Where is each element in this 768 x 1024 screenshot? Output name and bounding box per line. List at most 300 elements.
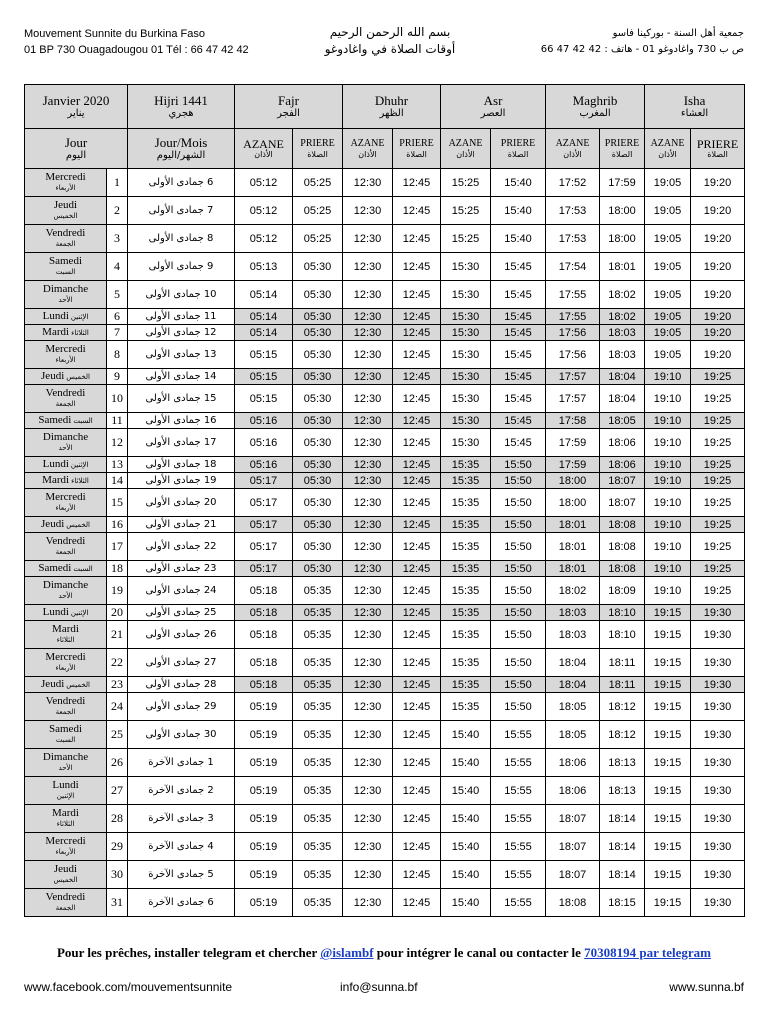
time-cell: 05:30: [293, 413, 343, 429]
hijri-date: 23 جمادى الأولى: [128, 561, 235, 577]
time-cell: 12:45: [393, 489, 441, 517]
subheader-azane: [546, 129, 600, 169]
time-cell: 15:55: [491, 889, 546, 917]
day-name-ar: الأربعاء: [55, 847, 76, 856]
time-cell: 17:56: [546, 325, 600, 341]
day-name-fr: Dimanche: [42, 282, 89, 295]
time-cell: 17:55: [546, 309, 600, 325]
hijri-date: 13 جمادى الأولى: [128, 341, 235, 369]
time-cell: 19:25: [691, 385, 745, 413]
day-cell: [25, 281, 107, 309]
time-cell: 19:25: [691, 413, 745, 429]
month-header: [25, 85, 128, 129]
time-cell: 19:15: [645, 833, 691, 861]
time-cell: 19:05: [645, 341, 691, 369]
time-cell: 15:45: [491, 253, 546, 281]
time-cell: 05:30: [293, 473, 343, 489]
day-number: 16: [107, 517, 128, 533]
time-cell: 18:04: [600, 369, 645, 385]
day-number: 7: [107, 325, 128, 341]
hijri-date: 5 جمادى الآخرة: [128, 861, 235, 889]
time-cell: 18:01: [546, 561, 600, 577]
time-cell: 05:19: [235, 861, 293, 889]
day-number: 31: [107, 889, 128, 917]
prayer-name-fr: Maghrib: [572, 92, 618, 108]
time-cell: 15:45: [491, 385, 546, 413]
time-cell: 17:53: [546, 197, 600, 225]
day-name-fr: Mercredi: [45, 834, 86, 847]
time-cell: 12:30: [343, 473, 393, 489]
time-cell: 18:08: [600, 517, 645, 533]
time-cell: 19:05: [645, 309, 691, 325]
time-cell: 12:45: [393, 325, 441, 341]
time-cell: 18:00: [600, 197, 645, 225]
time-cell: 15:35: [441, 677, 491, 693]
time-cell: 19:05: [645, 253, 691, 281]
basmala: بسم الله الرحمن الرحيم: [329, 25, 451, 39]
time-cell: 19:25: [691, 473, 745, 489]
email-address[interactable]: info@sunna.bf: [340, 980, 418, 994]
time-cell: 15:40: [441, 833, 491, 861]
time-cell: 15:50: [491, 473, 546, 489]
subheader-fr: PRIERE: [500, 137, 536, 149]
day-name-fr: Jeudi: [41, 369, 65, 382]
time-cell: 05:25: [293, 169, 343, 197]
time-cell: 15:40: [491, 169, 546, 197]
time-cell: 12:30: [343, 489, 393, 517]
day-name-fr: Samedi: [38, 413, 72, 426]
time-cell: 05:14: [235, 281, 293, 309]
day-cell: [25, 805, 107, 833]
subheader-azane: [343, 129, 393, 169]
time-cell: 05:30: [293, 253, 343, 281]
day-cell: [25, 649, 107, 677]
time-cell: 05:18: [235, 677, 293, 693]
time-cell: 05:35: [293, 805, 343, 833]
time-cell: 12:30: [343, 197, 393, 225]
time-cell: 15:30: [441, 429, 491, 457]
daymonth-column-header: [128, 129, 235, 169]
day-number: 27: [107, 777, 128, 805]
day-name-fr: Jeudi: [41, 677, 65, 690]
time-cell: 18:04: [546, 677, 600, 693]
time-cell: 19:15: [645, 777, 691, 805]
time-cell: 19:25: [691, 369, 745, 385]
time-cell: 19:30: [691, 605, 745, 621]
hijri-date: 1 جمادى الآخرة: [128, 749, 235, 777]
table-row: [25, 721, 745, 749]
time-cell: 12:30: [343, 533, 393, 561]
day-name-fr: Jeudi: [53, 862, 78, 875]
day-name-ar: الجمعة: [55, 903, 76, 912]
time-cell: 17:59: [546, 457, 600, 473]
time-cell: 12:30: [343, 749, 393, 777]
prayer-name-ar: الظهر: [379, 107, 404, 119]
time-cell: 15:35: [441, 517, 491, 533]
time-cell: 15:40: [441, 749, 491, 777]
table-row: [25, 533, 745, 561]
time-cell: 12:30: [343, 385, 393, 413]
time-cell: 12:30: [343, 561, 393, 577]
day-name-ar: الإثنين: [70, 460, 89, 469]
time-cell: 05:35: [293, 605, 343, 621]
time-cell: 19:10: [645, 429, 691, 457]
time-cell: 19:30: [691, 861, 745, 889]
subheader-fr: AZANE: [555, 137, 590, 149]
time-cell: 18:14: [600, 805, 645, 833]
time-cell: 15:35: [441, 693, 491, 721]
prayer-header-dhuhr: [343, 85, 441, 129]
day-cell: [25, 473, 107, 489]
time-cell: 05:19: [235, 721, 293, 749]
time-cell: 12:45: [393, 677, 441, 693]
subheader-azane: [441, 129, 491, 169]
time-cell: 05:35: [293, 749, 343, 777]
day-name-ar: الثلاثاء: [56, 635, 75, 644]
time-cell: 17:54: [546, 253, 600, 281]
day-number: 19: [107, 577, 128, 605]
hijri-date: 4 جمادى الآخرة: [128, 833, 235, 861]
day-cell: [25, 225, 107, 253]
subheader-ar: الأذان: [254, 149, 273, 159]
time-cell: 15:35: [441, 621, 491, 649]
time-cell: 15:30: [441, 413, 491, 429]
telegram-note: [24, 945, 744, 961]
time-cell: 05:14: [235, 325, 293, 341]
time-cell: 05:35: [293, 577, 343, 605]
day-number: 15: [107, 489, 128, 517]
day-number: 8: [107, 341, 128, 369]
time-cell: 12:45: [393, 197, 441, 225]
day-number: 17: [107, 533, 128, 561]
subheader-fr: AZANE: [448, 137, 483, 149]
day-number: 3: [107, 225, 128, 253]
day-cell: [25, 309, 107, 325]
time-cell: 19:10: [645, 473, 691, 489]
day-number: 22: [107, 649, 128, 677]
time-cell: 12:30: [343, 369, 393, 385]
time-cell: 05:30: [293, 457, 343, 473]
hijri-ar: هجري: [168, 107, 194, 119]
note-pre: Pour les prêches, installer telegram et chercher: [56, 945, 318, 960]
prayer-header-maghrib: [546, 85, 645, 129]
time-cell: 18:02: [600, 309, 645, 325]
day-cell: [25, 833, 107, 861]
time-cell: 18:04: [546, 649, 600, 677]
hijri-fr: Hijri 1441: [154, 92, 208, 108]
time-cell: 05:35: [293, 677, 343, 693]
month-fr: Janvier 2020: [42, 92, 110, 108]
time-cell: 12:45: [393, 649, 441, 677]
time-cell: 05:25: [293, 225, 343, 253]
time-cell: 05:15: [235, 341, 293, 369]
time-cell: 18:14: [600, 833, 645, 861]
day-name-fr: Lundi: [42, 457, 69, 470]
time-cell: 15:30: [441, 309, 491, 325]
table-row: [25, 169, 745, 197]
time-cell: 18:15: [600, 889, 645, 917]
time-cell: 19:15: [645, 861, 691, 889]
day-name-ar: الثلاثاء: [56, 819, 75, 828]
day-cell: [25, 341, 107, 369]
time-cell: 15:35: [441, 561, 491, 577]
time-cell: 12:45: [393, 309, 441, 325]
address-fr: 01 BP 730 Ouagadougou 01 Tél : 66 47 42 42: [24, 44, 249, 56]
time-cell: 15:40: [441, 805, 491, 833]
website-url[interactable]: www.sunna.bf: [669, 980, 744, 994]
table-row: [25, 677, 745, 693]
day-number: 6: [107, 309, 128, 325]
time-cell: 12:30: [343, 413, 393, 429]
hijri-date: 20 جمادى الأولى: [128, 489, 235, 517]
time-cell: 15:50: [491, 561, 546, 577]
day-number: 1: [107, 169, 128, 197]
time-cell: 19:25: [691, 429, 745, 457]
time-cell: 12:30: [343, 169, 393, 197]
time-cell: 15:40: [441, 777, 491, 805]
day-cell: [25, 577, 107, 605]
time-cell: 15:35: [441, 457, 491, 473]
time-cell: 05:18: [235, 605, 293, 621]
time-cell: 18:14: [600, 861, 645, 889]
month-ar: يناير: [67, 107, 85, 119]
table-row: [25, 225, 745, 253]
time-cell: 12:30: [343, 861, 393, 889]
table-row: [25, 429, 745, 457]
time-cell: 15:35: [441, 577, 491, 605]
hijri-date: 21 جمادى الأولى: [128, 517, 235, 533]
title-ar: أوقات الصلاة في واغادوغو: [324, 42, 456, 56]
time-cell: 18:05: [546, 693, 600, 721]
day-column-header: [25, 129, 128, 169]
day-number: 12: [107, 429, 128, 457]
subheader-priere: [600, 129, 645, 169]
table-row: [25, 369, 745, 385]
day-name-fr: Jeudi: [41, 517, 65, 530]
time-cell: 18:10: [600, 621, 645, 649]
table-row: [25, 325, 745, 341]
day-number: 10: [107, 385, 128, 413]
table-row: [25, 517, 745, 533]
subheader-ar: الأذان: [358, 149, 377, 159]
time-cell: 15:30: [441, 341, 491, 369]
time-cell: 17:53: [546, 225, 600, 253]
time-cell: 05:30: [293, 369, 343, 385]
time-cell: 05:17: [235, 489, 293, 517]
day-name-fr: Mercredi: [45, 650, 86, 663]
time-cell: 05:15: [235, 369, 293, 385]
day-name-ar: الأربعاء: [55, 355, 76, 364]
time-cell: 19:15: [645, 605, 691, 621]
day-cell: [25, 457, 107, 473]
day-name-ar: الأربعاء: [55, 183, 76, 192]
hijri-date: 22 جمادى الأولى: [128, 533, 235, 561]
subheader-ar: الأذان: [658, 149, 677, 159]
time-cell: 18:06: [546, 777, 600, 805]
day-name-ar: الثلاثاء: [71, 328, 89, 337]
time-cell: 18:06: [546, 749, 600, 777]
table-row: [25, 805, 745, 833]
table-row: [25, 253, 745, 281]
day-name-fr: Mercredi: [45, 170, 86, 183]
subheader-fr: PRIERE: [604, 137, 640, 149]
day-name-fr: Samedi: [49, 254, 82, 267]
time-cell: 05:35: [293, 721, 343, 749]
hijri-date: 11 جمادى الأولى: [128, 309, 235, 325]
day-name-fr: Lundi: [42, 309, 69, 322]
time-cell: 15:35: [441, 473, 491, 489]
day-cell: [25, 677, 107, 693]
time-cell: 05:35: [293, 649, 343, 677]
day-name-fr: Vendredi: [45, 534, 86, 547]
time-cell: 05:35: [293, 693, 343, 721]
jourmois-ar: الشهر/اليوم: [156, 149, 206, 161]
time-cell: 19:10: [645, 413, 691, 429]
time-cell: 05:12: [235, 225, 293, 253]
day-name-ar: الخميس: [53, 211, 78, 220]
prayer-times-table: [24, 84, 745, 917]
time-cell: 05:12: [235, 197, 293, 225]
time-cell: 18:03: [546, 605, 600, 621]
time-cell: 05:13: [235, 253, 293, 281]
time-cell: 05:12: [235, 169, 293, 197]
time-cell: 19:25: [691, 533, 745, 561]
time-cell: 12:45: [393, 385, 441, 413]
time-cell: 15:40: [441, 889, 491, 917]
time-cell: 05:19: [235, 777, 293, 805]
day-cell: [25, 621, 107, 649]
time-cell: 15:25: [441, 225, 491, 253]
time-cell: 12:45: [393, 281, 441, 309]
address-ar: ص ب 730 واغادوغو 01 - هاتف : 42 42 47 66: [540, 44, 744, 55]
prayer-header-fajr: [235, 85, 343, 129]
time-cell: 19:20: [691, 225, 745, 253]
table-row: [25, 693, 745, 721]
time-cell: 18:03: [546, 621, 600, 649]
time-cell: 15:55: [491, 777, 546, 805]
time-cell: 15:30: [441, 281, 491, 309]
table-row: [25, 577, 745, 605]
time-cell: 12:45: [393, 833, 441, 861]
time-cell: 19:30: [691, 693, 745, 721]
hijri-date: 2 جمادى الآخرة: [128, 777, 235, 805]
time-cell: 17:55: [546, 281, 600, 309]
time-cell: 12:30: [343, 833, 393, 861]
time-cell: 05:16: [235, 429, 293, 457]
time-cell: 18:06: [600, 429, 645, 457]
day-cell: [25, 777, 107, 805]
time-cell: 12:45: [393, 457, 441, 473]
table-row: [25, 341, 745, 369]
day-name-ar: السبت: [55, 735, 76, 744]
time-cell: 15:50: [491, 489, 546, 517]
time-cell: 12:30: [343, 281, 393, 309]
day-cell: [25, 889, 107, 917]
time-cell: 05:30: [293, 489, 343, 517]
time-cell: 17:57: [546, 385, 600, 413]
day-name-ar: الأحد: [58, 591, 73, 600]
time-cell: 05:19: [235, 805, 293, 833]
time-cell: 05:30: [293, 429, 343, 457]
time-cell: 15:40: [441, 861, 491, 889]
time-cell: 19:25: [691, 489, 745, 517]
time-cell: 18:12: [600, 721, 645, 749]
time-cell: 19:15: [645, 649, 691, 677]
time-cell: 05:35: [293, 621, 343, 649]
time-cell: 15:50: [491, 621, 546, 649]
day-number: 24: [107, 693, 128, 721]
time-cell: 05:30: [293, 309, 343, 325]
time-cell: 15:45: [491, 281, 546, 309]
time-cell: 12:30: [343, 225, 393, 253]
subheader-priere: [293, 129, 343, 169]
time-cell: 12:45: [393, 889, 441, 917]
day-cell: [25, 517, 107, 533]
time-cell: 15:50: [491, 517, 546, 533]
time-cell: 15:35: [441, 605, 491, 621]
day-number: 11: [107, 413, 128, 429]
time-cell: 12:30: [343, 341, 393, 369]
day-name-ar: الخميس: [66, 680, 90, 689]
time-cell: 18:11: [600, 677, 645, 693]
time-cell: 19:20: [691, 253, 745, 281]
day-name-ar: الجمعة: [55, 239, 76, 248]
time-cell: 19:05: [645, 281, 691, 309]
time-cell: 18:07: [546, 833, 600, 861]
table-row: [25, 561, 745, 577]
day-name-ar: السبت: [73, 416, 93, 425]
telegram-contact-link[interactable]: 70308194 par telegram: [584, 945, 712, 960]
time-cell: 15:50: [491, 577, 546, 605]
hijri-date: 14 جمادى الأولى: [128, 369, 235, 385]
time-cell: 12:30: [343, 621, 393, 649]
time-cell: 19:20: [691, 281, 745, 309]
time-cell: 19:20: [691, 197, 745, 225]
hijri-date: 27 جمادى الأولى: [128, 649, 235, 677]
hijri-date: 18 جمادى الأولى: [128, 457, 235, 473]
facebook-url[interactable]: www.facebook.com/mouvementsunnite: [24, 980, 233, 994]
time-cell: 12:30: [343, 309, 393, 325]
time-cell: 19:25: [691, 457, 745, 473]
table-row: [25, 281, 745, 309]
time-cell: 05:35: [293, 861, 343, 889]
time-cell: 12:45: [393, 169, 441, 197]
day-name-ar: الإثنين: [70, 608, 89, 617]
table-row: [25, 605, 745, 621]
time-cell: 12:45: [393, 473, 441, 489]
time-cell: 15:35: [441, 533, 491, 561]
day-cell: [25, 325, 107, 341]
jour-fr: Jour: [64, 134, 88, 150]
subheader-fr: PRIERE: [696, 136, 739, 151]
day-name-fr: Jeudi: [53, 198, 78, 211]
time-cell: 19:10: [645, 369, 691, 385]
time-cell: 15:45: [491, 413, 546, 429]
time-cell: 05:18: [235, 577, 293, 605]
hijri-date: 25 جمادى الأولى: [128, 605, 235, 621]
time-cell: 15:30: [441, 325, 491, 341]
time-cell: 05:17: [235, 517, 293, 533]
subheader-ar: الصلاة: [507, 149, 529, 159]
note-mid: pour intégrer le canal ou contacter le: [376, 945, 581, 960]
time-cell: 19:15: [645, 721, 691, 749]
org-name-fr: Mouvement Sunnite du Burkina Faso: [24, 28, 205, 40]
day-number: 4: [107, 253, 128, 281]
table-row: [25, 861, 745, 889]
time-cell: 15:45: [491, 429, 546, 457]
time-cell: 12:30: [343, 325, 393, 341]
telegram-channel-link[interactable]: @islambf: [320, 945, 374, 960]
